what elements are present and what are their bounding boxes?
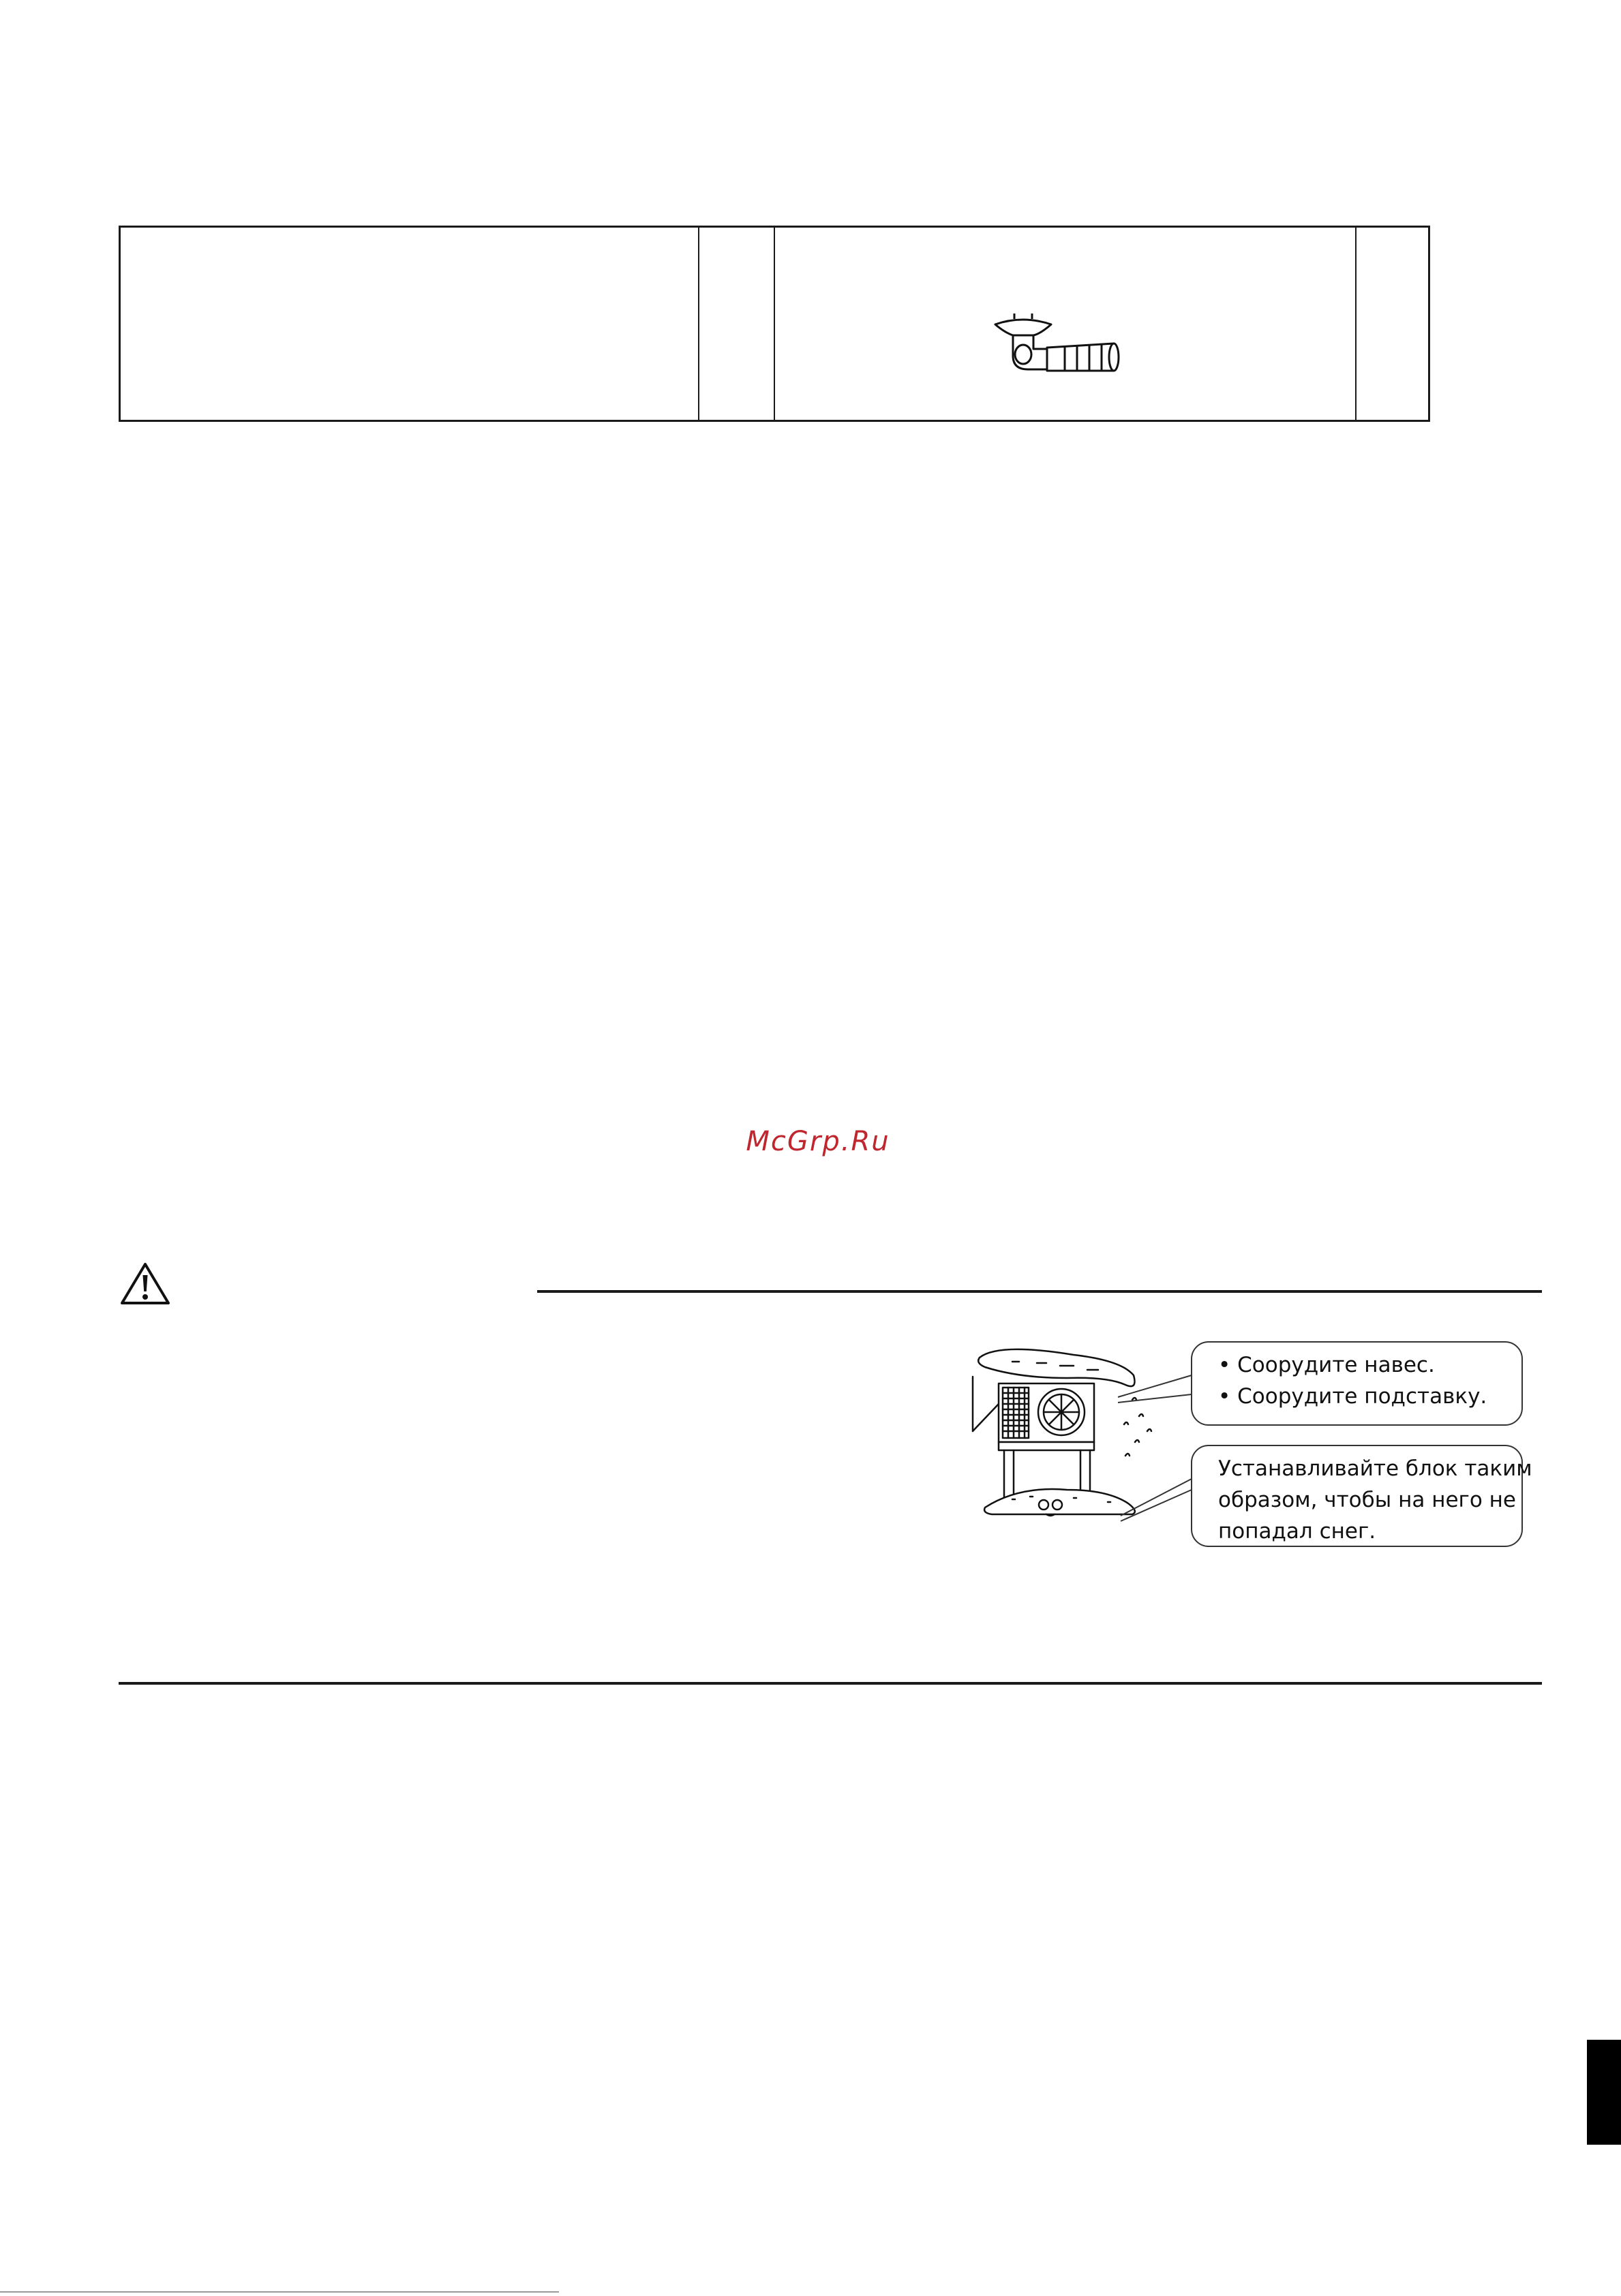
callout-leaders bbox=[1118, 1370, 1200, 1527]
warning-triangle-icon bbox=[120, 1261, 170, 1305]
accessories-table bbox=[119, 226, 1430, 422]
callout-placement-line-3: попадал снег. bbox=[1218, 1519, 1376, 1544]
callout-shelter-line-2: • Соорудите подставку. bbox=[1218, 1381, 1509, 1412]
accessory-name-cell bbox=[121, 228, 699, 420]
watermark: McGrp.Ru bbox=[746, 1126, 890, 1157]
accessory-qty-cell bbox=[699, 228, 775, 420]
section-rule bbox=[537, 1290, 1542, 1293]
accessory-part-code-cell bbox=[1357, 228, 1428, 420]
callout-placement-line-1: Устанавливайте блок таким bbox=[1218, 1456, 1532, 1481]
footer-line bbox=[0, 2291, 559, 2293]
callout-placement bbox=[1191, 1445, 1532, 1547]
page-side-tab bbox=[1587, 2040, 1621, 2145]
drain-socket-icon bbox=[990, 305, 1133, 380]
callout-shelter-line-1: • Соорудите навес. bbox=[1218, 1349, 1509, 1381]
accessory-image-cell bbox=[775, 228, 1357, 420]
callout-placement-line-2: образом, чтобы на него не bbox=[1218, 1488, 1516, 1512]
callout-shelter bbox=[1191, 1341, 1523, 1426]
section-rule-bottom bbox=[119, 1682, 1542, 1685]
